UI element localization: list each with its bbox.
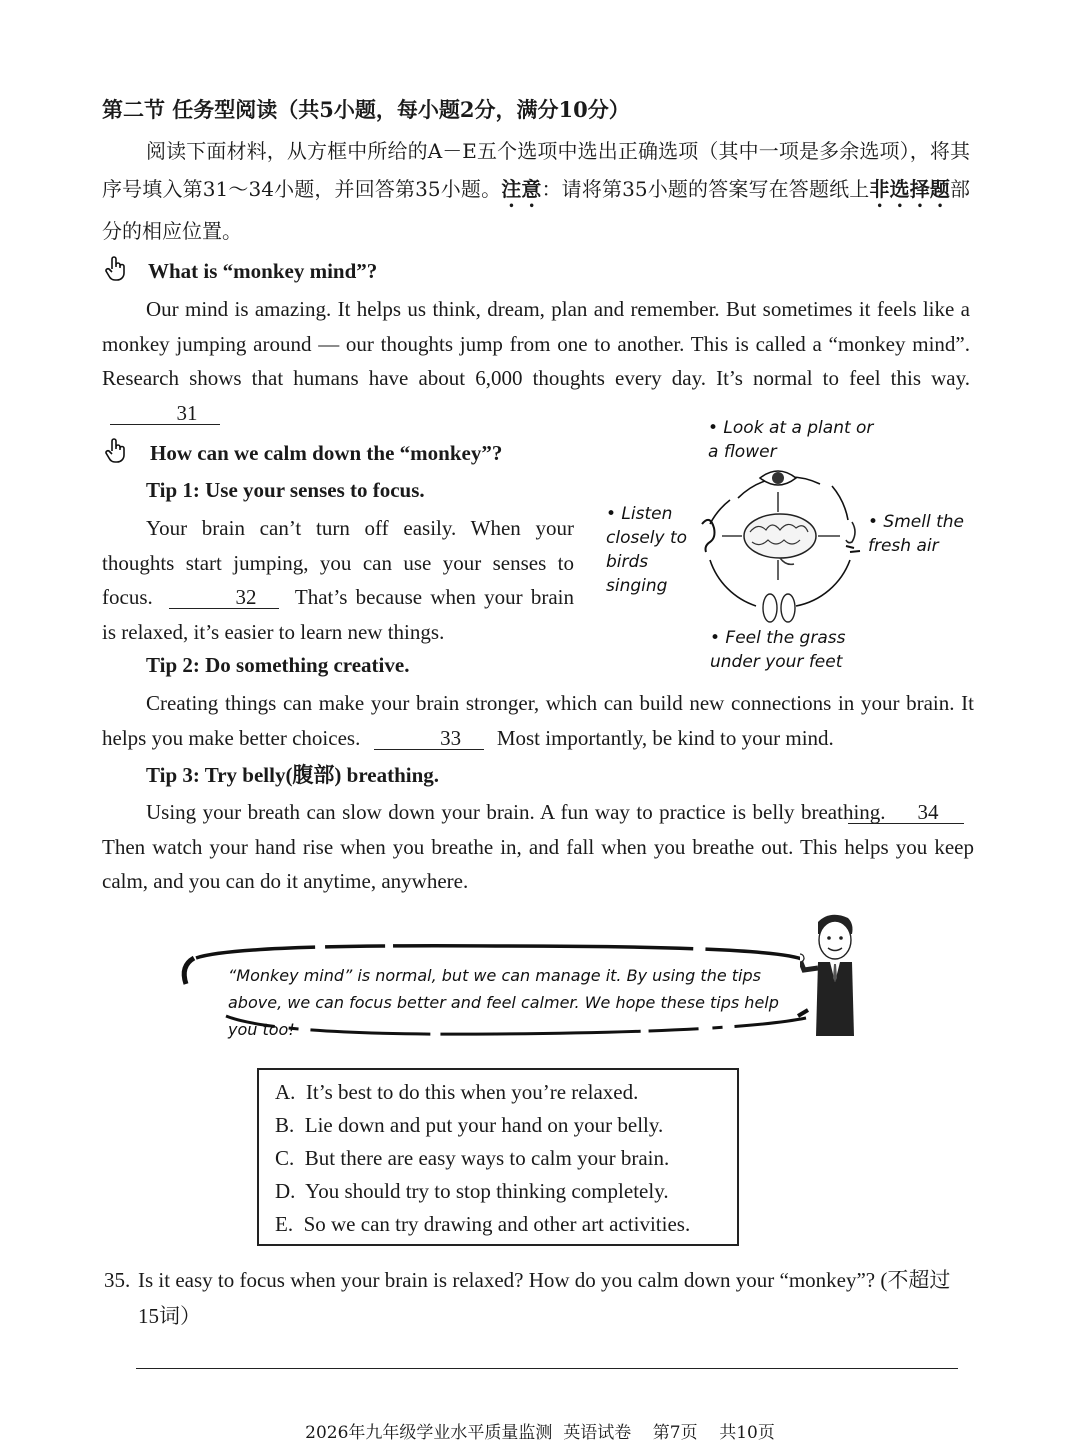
tip3-paragraph xyxy=(102,795,974,899)
note-label: 注意 xyxy=(501,177,542,201)
feet-icon xyxy=(763,594,795,622)
tip3-text-b: Then watch your hand rise when you breathe in, and fall when you breathe out. This helps you keep calm, and you can do it anytime, anywhere. xyxy=(102,834,974,893)
option-text: It’s best to do this when you’re relaxed. xyxy=(305,1080,639,1104)
heading-what-is-monkey-mind xyxy=(104,256,377,284)
option-e[interactable] xyxy=(275,1208,737,1241)
option-b[interactable] xyxy=(275,1109,737,1142)
option-c[interactable] xyxy=(275,1142,737,1175)
section-instructions xyxy=(102,132,970,250)
tip2-paragraph xyxy=(102,686,974,755)
option-letter: E. xyxy=(275,1212,294,1236)
option-text: You should try to stop thinking completely. xyxy=(305,1179,669,1203)
tip1-text-a: Your brain can’t turn off easily. When your thoughts start jumping, you can use your senses to focus. xyxy=(102,516,574,609)
option-text: Lie down and put your hand on your belly. xyxy=(304,1113,664,1137)
blank-31[interactable]: 31 xyxy=(110,402,220,425)
option-letter: C. xyxy=(275,1146,295,1170)
option-a[interactable] xyxy=(275,1076,737,1109)
pointing-hand-icon xyxy=(104,256,130,287)
senses-diagram xyxy=(600,412,980,682)
diagram-label-left: • Listen closely to birds singing xyxy=(606,504,688,596)
diagram-label-top: • Look at a plant or a flower xyxy=(708,418,874,462)
paragraph-monkey-mind xyxy=(102,292,970,430)
section-title: 第二节 任务型阅读（共5小题，每小题2分，满分10分） xyxy=(102,97,630,122)
nose-icon xyxy=(846,522,855,543)
tip1-title: Tip 1: Use your senses to focus. xyxy=(146,478,425,502)
option-letter: D. xyxy=(275,1179,296,1203)
blank-32[interactable]: 32 xyxy=(169,586,279,609)
tip1-paragraph xyxy=(102,511,574,649)
tip2-text-b: Most importantly, be kind to your mind. xyxy=(496,725,834,750)
option-letter: B. xyxy=(275,1113,295,1137)
tip3-text-a: Using your breath can slow down your brain. A fun way to practice is belly breathing. xyxy=(146,800,886,824)
tip3-title: Tip 3: Try belly(腹部) breathing. xyxy=(146,763,440,787)
question-35-text: Is it easy to focus when your brain is relaxed? How do you calm down your “monkey”? (不超过15词） xyxy=(138,1268,951,1328)
instructions-emphasis: 非选择题 xyxy=(869,177,951,201)
para1-text: Our mind is amazing. It helps us think, dream, plan and remember. But sometimes it feels like a monkey jumping around — our thoughts jump from one to another. This is called a “monkey mind”. Research shows that humans have about 6,000 thoughts every day. It’s normal to feel this way. xyxy=(102,297,970,390)
blank-34[interactable]: 34 xyxy=(848,801,964,824)
diagram-label-right: • Smell the fresh air xyxy=(868,512,964,556)
speech-bubble xyxy=(176,936,816,1046)
option-letter: A. xyxy=(275,1080,296,1104)
question-35 xyxy=(104,1262,974,1334)
tip1-text-b: That’s because when your brain is relaxed, it’s easier to learn new things. xyxy=(102,585,575,644)
tip2-title: Tip 2: Do something creative. xyxy=(146,653,410,677)
option-text: But there are easy ways to calm your brain. xyxy=(304,1146,670,1170)
options-box xyxy=(257,1068,739,1246)
answer-line-35[interactable] xyxy=(136,1368,958,1369)
diagram-label-bottom: • Feel the grass under your feet xyxy=(710,628,846,672)
speech-bubble-text: “Monkey mind” is normal, but we can manage it. By using the tips above, we can focus better and feel calmer. We hope these tips help you too! xyxy=(228,966,779,1039)
heading-calm-monkey xyxy=(104,438,502,466)
teacher-icon xyxy=(800,908,870,1038)
option-text: So we can try drawing and other art activities. xyxy=(303,1212,691,1236)
option-d[interactable] xyxy=(275,1175,737,1208)
eye-icon xyxy=(760,471,796,485)
instructions-part3: 部分的相应位置。 xyxy=(102,177,971,243)
heading2-text: How can we calm down the “monkey”? xyxy=(150,441,503,465)
tip2-text-a: Creating things can make your brain stronger, which can build new connections in your brain. It helps you make better choices. xyxy=(102,691,974,750)
brain-icon xyxy=(744,514,816,564)
blank-33[interactable]: 33 xyxy=(374,727,484,750)
instructions-part1: 阅读下面材料，从方框中所给的A－E五个选项中选出正确选项（其中一项是多余选项），将其序号填入第31～34小题，并回答第35小题。 xyxy=(102,139,970,201)
heading1-text: What is “monkey mind”? xyxy=(148,259,378,283)
pointing-hand-icon xyxy=(104,438,130,469)
instructions-part2: ：请将第35小题的答案写在答题纸上 xyxy=(541,177,870,201)
page-footer: 2026年九年级学业水平质量监测 英语试卷 第7页 共10页 xyxy=(305,1423,775,1443)
question-35-number: 35. xyxy=(104,1268,131,1292)
teacher-illustration xyxy=(800,908,870,1038)
